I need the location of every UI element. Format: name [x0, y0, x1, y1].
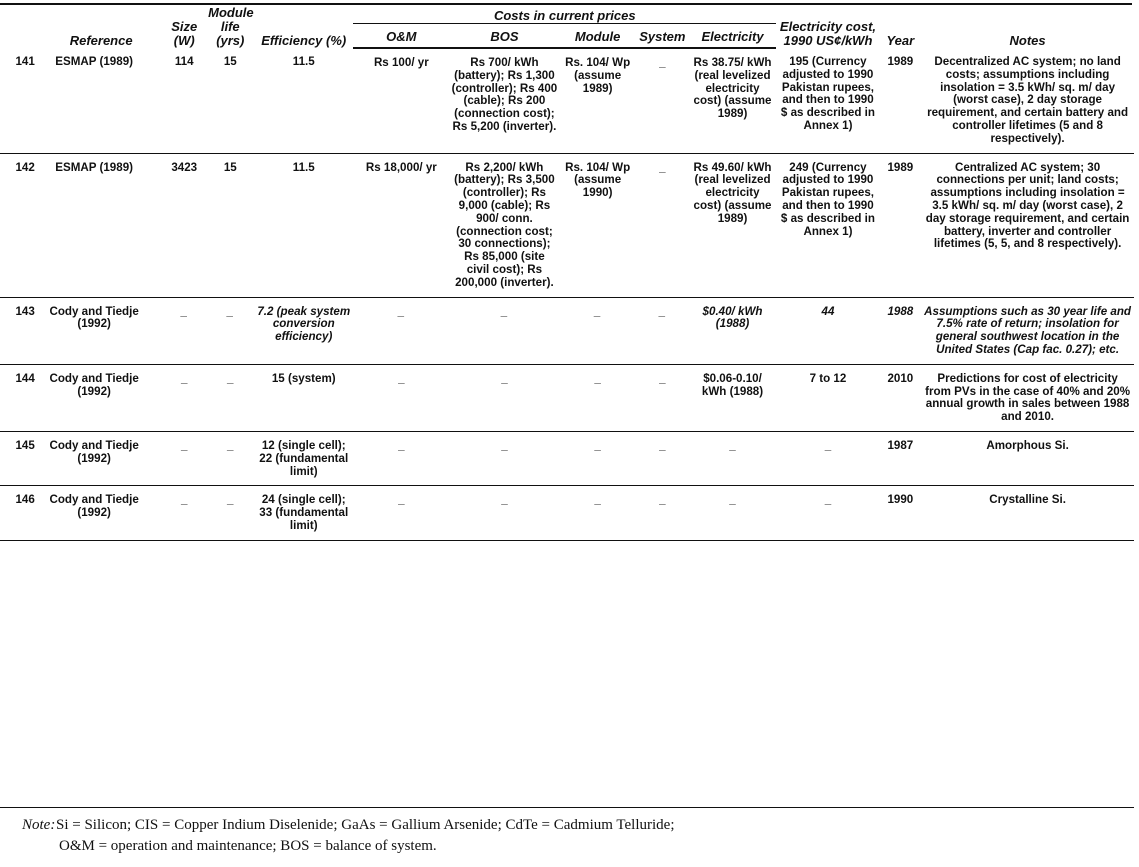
cell-efficiency: 24 (single cell); 33 (fundamental limit)	[254, 486, 353, 540]
col-electricity: Electricity	[689, 23, 777, 48]
cell-bos: _	[450, 486, 560, 540]
row-reference: Cody and Tiedje (1992)	[49, 493, 139, 520]
col-elec-cost-1990: Electricity cost, 1990 US¢/kWh	[779, 19, 877, 48]
table-row	[0, 486, 1134, 540]
cell-notes: Assumptions such as 30 year life and 7.5% rate of return; insolation for general southwest location in the United States (Cap fac. 0.27); etc.	[921, 297, 1134, 364]
cell-year: 1988	[880, 297, 922, 364]
row-id: 146	[15, 493, 35, 507]
col-om: O&M	[353, 23, 450, 48]
header-row-top	[0, 6, 1134, 23]
cell-year: 1989	[880, 153, 922, 297]
cell-notes: Decentralized AC system; no land costs; assumptions including insolation = 3.5 kWh/ sq. m/ day (worst case), 2 day storage requirement, and certain battery and controller lifetimes (5 and 8 respectively).	[921, 48, 1134, 153]
col-year: Year	[886, 33, 915, 48]
row-reference: ESMAP (1989)	[55, 160, 134, 174]
table-row	[0, 364, 1134, 431]
cell-life: _	[206, 364, 254, 431]
cell-module: _	[559, 297, 636, 364]
table-row	[0, 431, 1134, 485]
col-module-life: Module life (yrs)	[208, 5, 254, 48]
cell-module: _	[559, 364, 636, 431]
cell-cost1990: _	[776, 431, 879, 485]
cell-module: Rs. 104/ Wp (assume 1989)	[559, 48, 636, 153]
cell-notes: Amorphous Si.	[921, 431, 1134, 485]
note-line-1	[22, 815, 1122, 836]
cell-size: _	[162, 297, 206, 364]
table-row	[0, 48, 1134, 153]
cell-electricity: $0.40/ kWh (1988)	[689, 297, 777, 364]
cell-om: _	[353, 431, 450, 485]
cell-life: _	[206, 431, 254, 485]
row-id: 141	[15, 55, 35, 68]
note-text-1: Si = Silicon; CIS = Copper Indium Diselenide; GaAs = Gallium Arsenide; CdTe = Cadmium Telluride;	[56, 817, 675, 833]
cell-system: _	[636, 48, 689, 153]
cell-year: 1990	[880, 486, 922, 540]
cell-electricity: _	[689, 431, 777, 485]
cell-module: _	[559, 486, 636, 540]
cell-year: 1987	[880, 431, 922, 485]
cell-om: _	[353, 297, 450, 364]
cell-reference	[0, 153, 162, 297]
cell-cost1990: 195 (Currency adjusted to 1990 Pakistan rupees, and then to 1990 $ as described in Annex 1)	[776, 48, 879, 153]
cell-notes: Predictions for cost of electricity from PVs in the case of 40% and 20% annual growth in sales between 1988 and 2010.	[921, 364, 1134, 431]
cell-module: _	[559, 431, 636, 485]
col-system: System	[636, 23, 689, 48]
col-efficiency: Efficiency (%)	[261, 33, 347, 48]
col-bos: BOS	[450, 23, 560, 48]
row-reference: Cody and Tiedje (1992)	[49, 304, 139, 331]
cell-notes: Centralized AC system; 30 connections per unit; land costs; assumptions including insolation = 3.5 kWh/ sq. m/ day (worst case), 2 day storage requirement, and certain battery, inverter and controller lifetimes (5, 5, and 8 respectively).	[921, 153, 1134, 297]
row-id: 143	[15, 304, 35, 318]
row-reference: Cody and Tiedje (1992)	[49, 438, 139, 465]
cell-cost1990: 7 to 12	[776, 364, 879, 431]
cell-life: _	[206, 486, 254, 540]
col-notes: Notes	[1009, 33, 1046, 48]
note-label: Note:	[22, 817, 56, 833]
row-reference: ESMAP (1989)	[55, 55, 134, 68]
row-id: 145	[15, 438, 35, 452]
cell-year: 1989	[880, 48, 922, 153]
top-rule	[0, 3, 1132, 5]
cell-system: _	[636, 297, 689, 364]
cell-om: _	[353, 364, 450, 431]
cell-electricity: $0.06-0.10/ kWh (1988)	[689, 364, 777, 431]
cell-size: _	[162, 431, 206, 485]
cell-reference	[0, 48, 162, 153]
cell-size: 3423	[162, 153, 206, 297]
cell-reference	[0, 431, 162, 485]
cell-efficiency: 12 (single cell); 22 (fundamental limit)	[254, 431, 353, 485]
row-id: 142	[15, 160, 35, 174]
cell-cost1990: _	[776, 486, 879, 540]
cell-efficiency: 7.2 (peak system conversion efficiency)	[254, 297, 353, 364]
col-reference: Reference	[69, 33, 133, 48]
cell-electricity: Rs 49.60/ kWh (real levelized electricity cost) (assume 1989)	[689, 153, 777, 297]
table-row	[0, 153, 1134, 297]
cell-size: _	[162, 364, 206, 431]
note-line-2: O&M = operation and maintenance; BOS = balance of system.	[59, 838, 437, 854]
cell-cost1990: 44	[776, 297, 879, 364]
cell-system: _	[636, 431, 689, 485]
cell-system: _	[636, 364, 689, 431]
cell-module: Rs. 104/ Wp (assume 1990)	[559, 153, 636, 297]
cell-bos: _	[450, 364, 560, 431]
table-note	[22, 815, 1122, 857]
table-row	[0, 297, 1134, 364]
col-size: Size (W)	[171, 19, 198, 48]
cell-electricity: _	[689, 486, 777, 540]
bottom-rule	[0, 807, 1134, 808]
cell-notes: Crystalline Si.	[921, 486, 1134, 540]
row-id: 144	[15, 371, 35, 385]
cell-life: 15	[206, 153, 254, 297]
col-group-costs: Costs in current prices	[353, 6, 776, 23]
cell-om: Rs 100/ yr	[353, 48, 450, 153]
cell-electricity: Rs 38.75/ kWh (real levelized electricity cost) (assume 1989)	[689, 48, 777, 153]
cell-bos: Rs 700/ kWh (battery); Rs 1,300 (controller); Rs 400 (cable); Rs 200 (connection cost); Rs 5,200 (inverter).	[450, 48, 560, 153]
cell-system: _	[636, 153, 689, 297]
cell-efficiency: 11.5	[254, 48, 353, 153]
cell-reference	[0, 364, 162, 431]
row-reference: Cody and Tiedje (1992)	[49, 371, 139, 398]
cell-year: 2010	[880, 364, 922, 431]
cell-bos: _	[450, 431, 560, 485]
cell-system: _	[636, 486, 689, 540]
table-body	[0, 48, 1134, 540]
cell-bos: _	[450, 297, 560, 364]
cell-size: 114	[162, 48, 206, 153]
cell-efficiency: 11.5	[254, 153, 353, 297]
cell-life: _	[206, 297, 254, 364]
cell-bos: Rs 2,200/ kWh (battery); Rs 3,500 (controller); Rs 9,000 (cable); Rs 900/ conn. (connection cost; 30 connections); Rs 85,000 (site civil cost); Rs 200,000 (inverter).	[450, 153, 560, 297]
cell-size: _	[162, 486, 206, 540]
cell-reference	[0, 486, 162, 540]
cell-om: Rs 18,000/ yr	[353, 153, 450, 297]
cell-reference	[0, 297, 162, 364]
cell-om: _	[353, 486, 450, 540]
pv-cost-table	[0, 6, 1134, 541]
cell-efficiency: 15 (system)	[254, 364, 353, 431]
cell-cost1990: 249 (Currency adjusted to 1990 Pakistan rupees, and then to 1990 $ as described in Annex 1)	[776, 153, 879, 297]
col-module: Module	[559, 23, 636, 48]
cell-life: 15	[206, 48, 254, 153]
